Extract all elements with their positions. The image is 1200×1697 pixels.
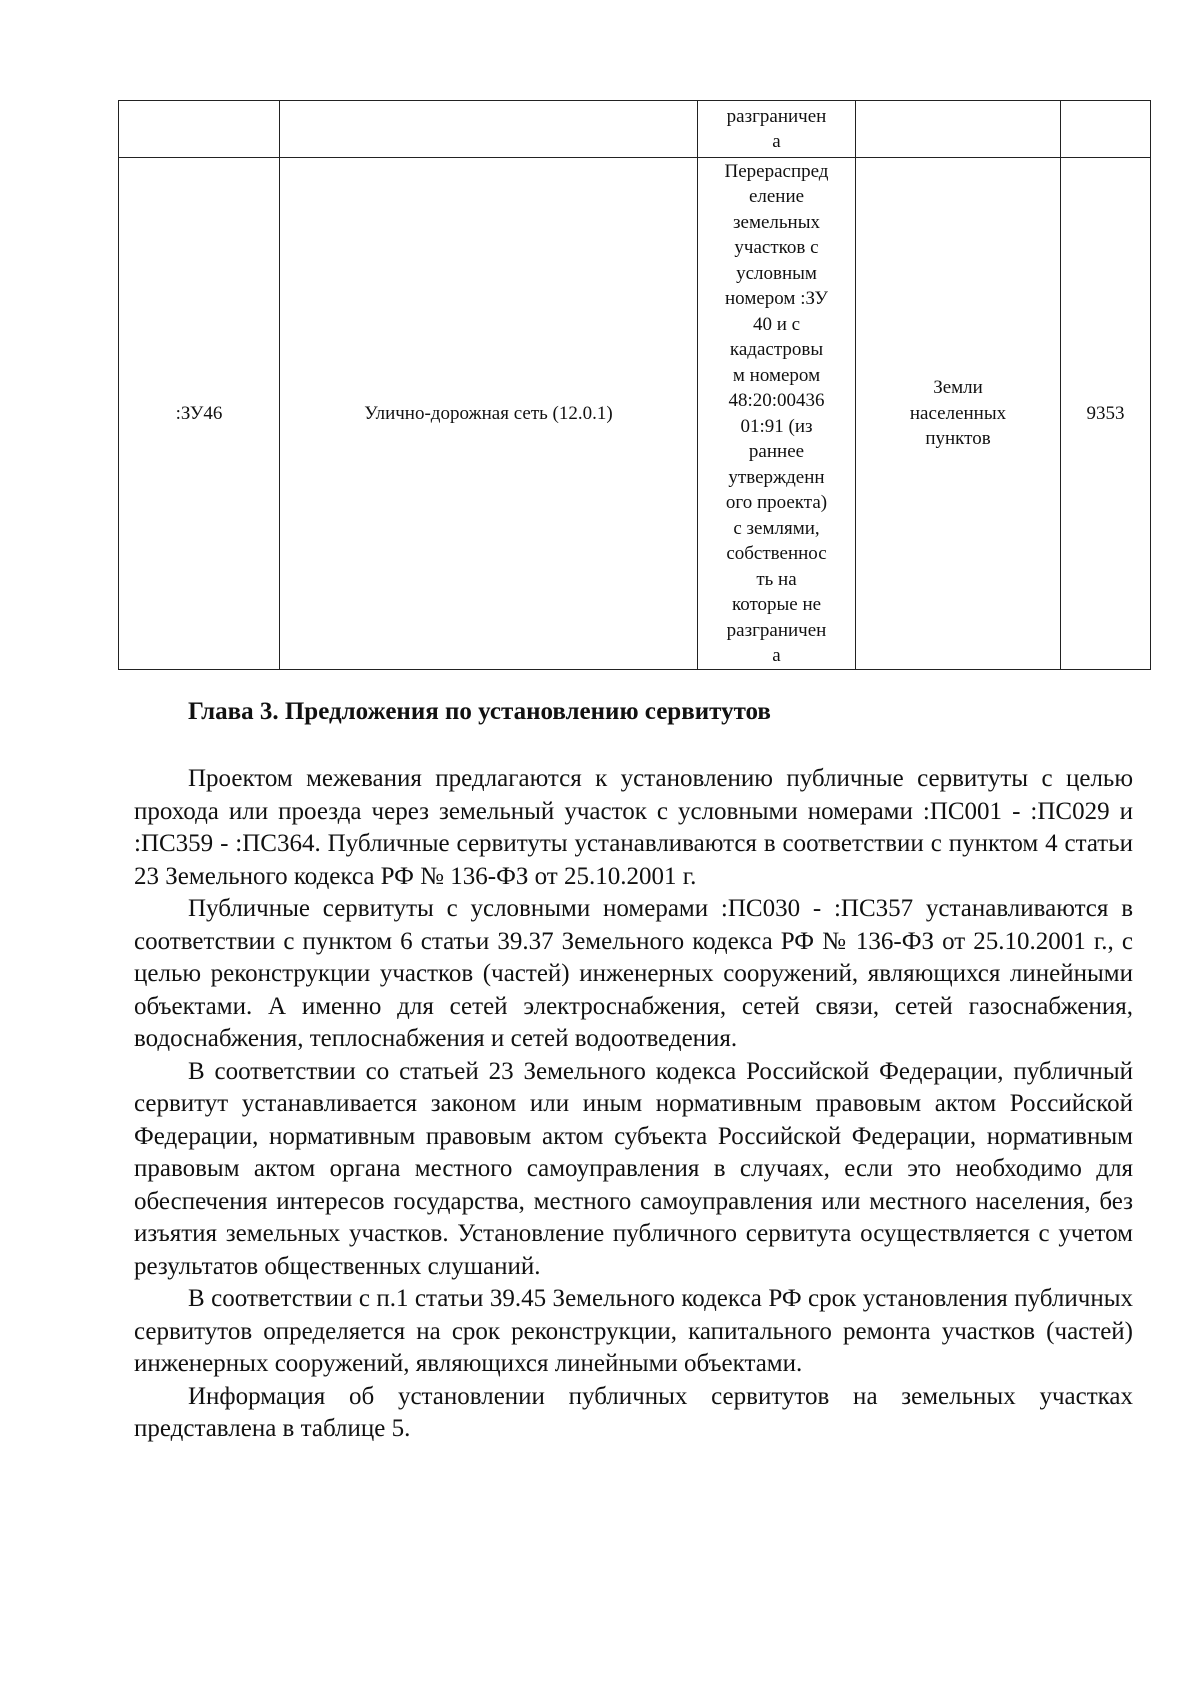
cell-permitted-use <box>280 101 698 158</box>
cell-area: 9353 <box>1061 158 1151 670</box>
cell-line: раннее <box>748 441 805 462</box>
cell-land-category <box>856 101 1061 158</box>
cell-line: номером :ЗУ <box>725 288 828 309</box>
cell-line: а <box>772 645 781 666</box>
cell-line: 48:20:00436 <box>728 390 825 411</box>
cell-line: населенных <box>909 402 1007 424</box>
cell-line: 01:91 (из <box>740 415 813 437</box>
cell-line: а <box>772 131 781 152</box>
land-plots-table <box>118 100 1151 670</box>
cell-line: Перераспред <box>724 160 829 182</box>
table-row <box>119 158 1151 670</box>
cell-line: ого проекта) <box>725 492 828 513</box>
cell-formation-method <box>698 101 856 158</box>
cell-line: пунктов <box>925 428 991 450</box>
chapter-title: Глава 3. Предложения по установлению сервитутов <box>188 698 771 725</box>
cell-line: разграничен <box>726 105 827 127</box>
cell-area <box>1061 101 1151 158</box>
cell-land-category <box>856 158 1061 670</box>
cell-line: земельных <box>733 211 820 233</box>
cell-formation-method <box>698 158 856 670</box>
cell-permitted-use: Улично-дорожная сеть (12.0.1) <box>280 158 698 670</box>
paragraph: В соответствии со статьей 23 Земельного кодекса Российской Федерации, публичный сервитут устанавливается законом или иным нормативным правовым актом Российской Федерации, нормативным правовым актом субъекта Российской Федерации, нормативным правовым актом органа местного самоуправления в случаях, если это необходимо для обеспечения интересов государства, местного самоуправления или местного населения, без изъятия земельных участков. Установление публичного сервитута осуществляется с учетом результатов общественных слушаний. <box>134 1057 1133 1280</box>
cell-plot-id <box>119 101 280 158</box>
chapter-body <box>134 763 1133 1446</box>
cell-line: Земли <box>933 377 983 399</box>
cell-line: участков с <box>734 237 819 258</box>
cell-line: 40 и с <box>752 313 801 335</box>
cell-line: кадастровы <box>729 339 824 360</box>
cell-line: ть на <box>756 568 797 590</box>
paragraph: В соответствии с п.1 статьи 39.45 Земельного кодекса РФ срок установления публичных сервитутов определяется на срок реконструкции, капитального ремонта участков (частей) инженерных сооружений, являющихся линейными объектами. <box>134 1285 1133 1377</box>
paragraph: Информация об установлении публичных сервитутов на земельных участках представлена в таблице 5. <box>134 1382 1133 1442</box>
paragraph: Публичные сервитуты с условными номерами :ПС030 - :ПС357 устанавливаются в соответствии с пунктом 6 статьи 39.37 Земельного кодекса РФ № 136-ФЗ от 25.10.2001 г., с целью реконструкции участков (частей) инженерных сооружений, являющихся линейными объектами. А именно для сетей электроснабжения, сетей связи, сетей газоснабжения, водоснабжения, теплоснабжения и сетей водоотведения. <box>134 895 1133 1052</box>
cell-plot-id: :ЗУ46 <box>119 158 280 670</box>
table-row <box>119 101 1151 158</box>
cell-line: собственнос <box>726 543 827 564</box>
cell-line: с землями, <box>733 517 820 539</box>
cell-line: утвержденн <box>728 466 825 488</box>
cell-line: которые не <box>731 594 822 615</box>
cell-line: еление <box>748 186 805 207</box>
cell-line: разграничен <box>726 619 827 641</box>
paragraph: Проектом межевания предлагаются к установлению публичные сервитуты с целью прохода или проезда через земельный участок с условными номерами :ПС001 - :ПС029 и :ПС359 - :ПС364. Публичные сервитуты устанавливаются в соответствии с пунктом 4 статьи 23 Земельного кодекса РФ № 136-ФЗ от 25.10.2001 г. <box>134 765 1133 890</box>
cell-line: м номером <box>732 364 821 386</box>
cell-line: условным <box>736 262 817 284</box>
